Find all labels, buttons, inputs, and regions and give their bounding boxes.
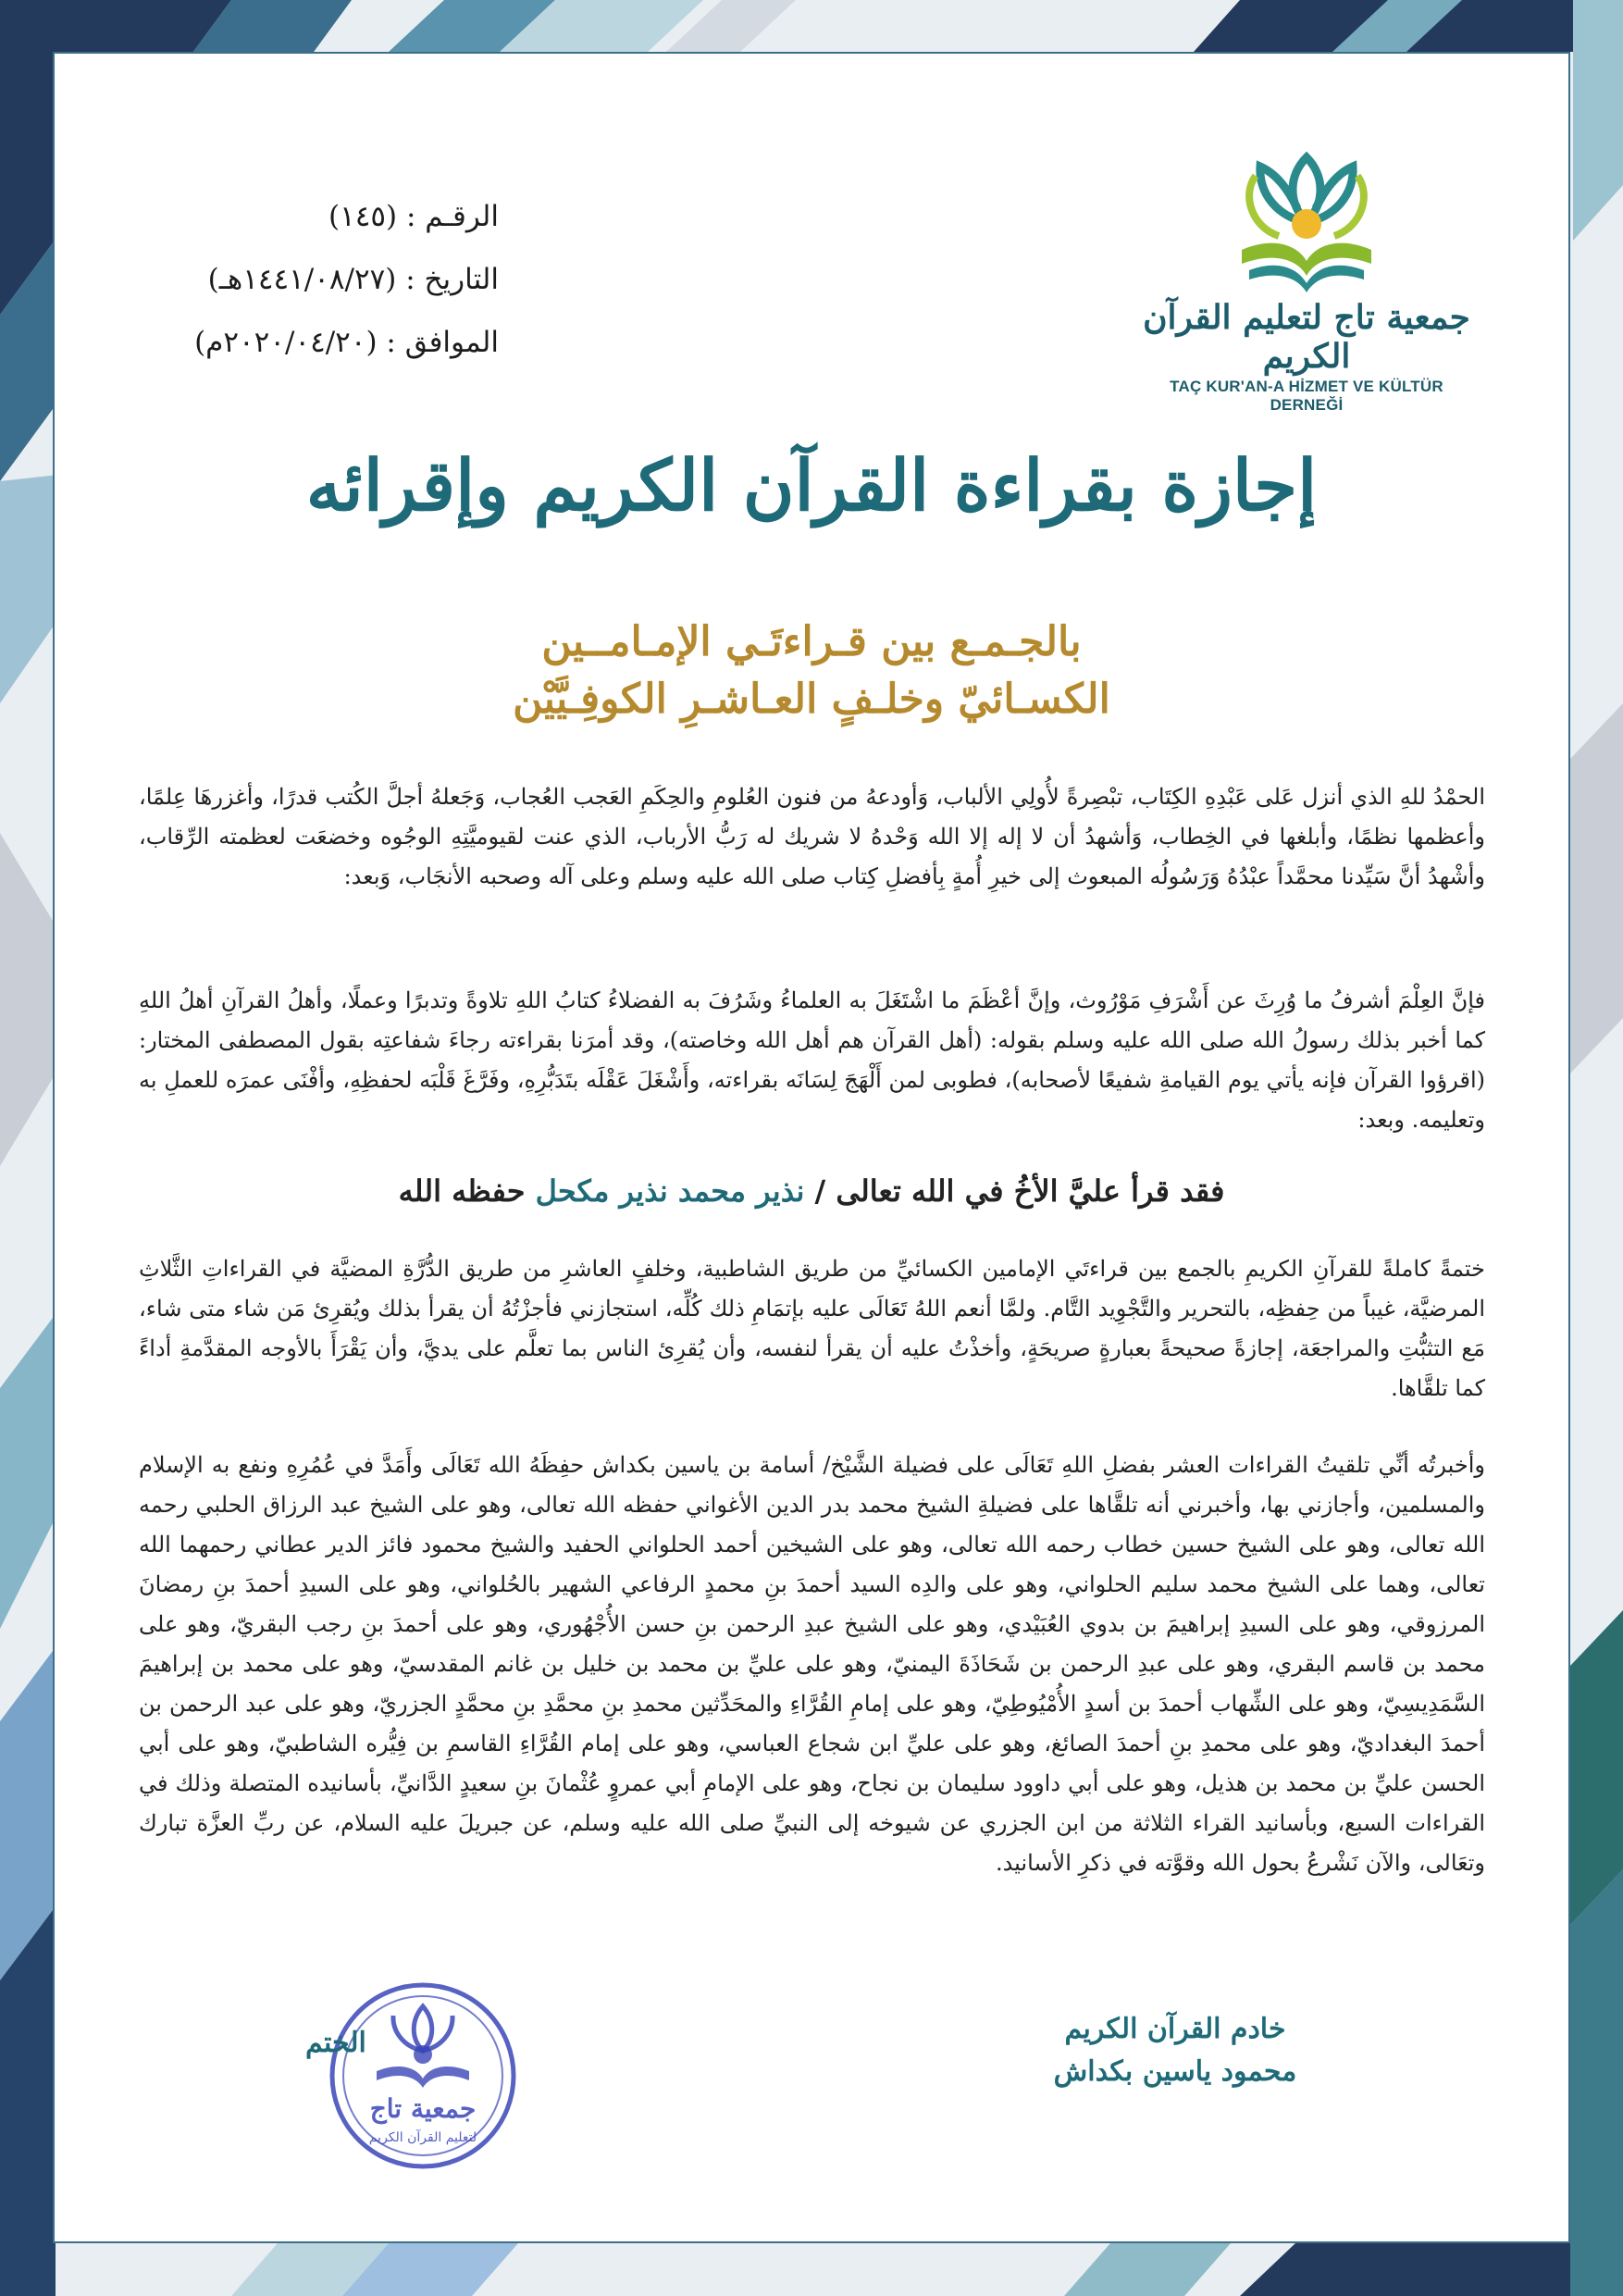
certificate-title: إجازة بقراءة القرآن الكريم وإقرائه — [305, 444, 1318, 527]
paragraph-virtue: فإنَّ العِلْمَ أشرفُ ما وُرِثَ عن أَشْرَفِ مَوْرُوث، وإنَّ أعْظَمَ ما اشْتَغَلَ به العلماءُ وشَرُفَ به الفضلاءُ كتابُ اللهِ تلاوةً وتدبرًا وعملًا، وأهلُ القرآنِ أهلُ اللهِ كما أخبر بذلك رسولُ الله صلى الله عليه وسلم بقوله: (أهل القرآن هم أهل الله وخاصته)، وقد أمرَنا بقراءته رجاءَ شفاعتِه بقول المصطفى المختار: (اقرؤوا القرآن فإنه يأتي يوم القيامةِ شفيعًا لأصحابه)، فطوبى لمن أَلْهَجَ لِسَانَه بقراءته، وأَشْغَلَ عَقْلَه بتَدَبُّرِهِ، وفَرَّغَ قَلْبَه لحفظِهِ، وأفْنَى عمرَه للعملِ به وتعليمه. وبعد: — [139, 987, 1485, 1133]
quran-book-lotus-logo-icon — [1223, 139, 1390, 305]
signature-name: محمود ياسين بكداش — [1053, 2055, 1297, 2088]
association-logo — [1140, 139, 1473, 414]
logo-turkish-text: TAÇ KUR'AN-A HİZMET VE KÜLTÜR DERNEĞİ — [1170, 378, 1443, 414]
paragraph-chain: وأخبرتُه أنِّي تلقيتُ القراءات العشر بفضلِ اللهِ تَعَالَى على فضيلة الشَّيْخ/ أسامة بن ياسين بكداش حفِظَهُ الله تَعَالَى وأَمَدَّ في عُمُرِهِ ونفع به الإسلام والمسلمين، وأجازني بها، وأخبرني أنه تلقَّاها على فضيلةِ الشيخ محمد بدر الدين الأغواني حفظه الله تعالى، وهو على الشيخ عبد الرزاق الحلبي رحمه الله تعالى، وهو على الشيخ حسين خطاب رحمه الله تعالى، وهو على الشيخين أحمد الحلواني الحفيد والشيخ محمود فائز الدير عطاني رحمهما الله تعالى، وهما على الشيخ محمد سليم الحلواني، وهو على والدِه السيد أحمدَ بنِ محمدٍ الرفاعي الشهير بالحُلواني، وهو على السيدِ أحمدَ بنِ رمضانَ المرزوقي، وهو على السيدِ إبراهيمَ بن بدوي العُبَيْدي، وهو على الشيخ عبدِ الرحمن بنِ حسن الأُجْهُوري، وهو على أحمدَ بنِ رجب البقريّ، وهو على محمد بن قاسم البقري، وهو على عبدِ الرحمن بن شَحَاذَةَ اليمنيّ، وهو على عليِّ بن محمد بن خليل بن غانم المقدسيّ، وهو على محمد بن إبراهيمَ السَّمَدِيسِيّ، وهو على الشِّهاب أحمدَ بن أسدٍ الأُمْيُوطِيّ، وهو على إمامِ القُرَّاءِ والمحَدِّثين محمدِ بنِ محمَّدِ بنِ محمَّدٍ الجزريّ، وهو على عبد الرحمن بن أحمدَ البغداديّ، وهو على محمدِ بنِ أحمدَ الصائغ، وهو على عليِّ ابن شجاع العباسي، وهو على إمام القُرَّاءِ القاسمِ بن فِيُّره الشاطبيّ، وهو على أبي الحسن عليِّ بن محمد بن هذيل، وهو على أبي داوود سليمان بن نجاح، وهو على الإمامِ أبي عمروٍ عُثْمانَ بنِ سعيدٍ الدَّانيِّ، بأسانيده المتصلة وذلك في القراءات السبع، وبأسانيد القراء الثلاثة من ابن الجزري عن شيوخه إلى النبيِّ صلى الله عليه وسلم، عن جبريلَ عليه السلام، عن ربِّ العزَّة تبارك وتعَالى، والآن نَشْرعُ بحول الله وقوَّته في ذكرِ الأسانيد. — [139, 1452, 1486, 1876]
seal-sub-text: لتعليم القرآن الكريم — [368, 2130, 477, 2145]
reader-suffix: حفظه الله — [398, 1173, 526, 1209]
reference-date-gregorian: الموافق : (٢٠٢٠/٠٤/٢٠م) — [194, 326, 499, 359]
seal-stamp-icon — [326, 1979, 520, 2173]
certificate-subtitle-1: بالجـمـع بين قـراءتَـي الإمـامــين — [541, 618, 1082, 665]
reader-line — [53, 1173, 1570, 1209]
certificate-subtitle-2: الكسـائيّ وخلـفٍ العـاشـرِ الكوفِـيَّيْن — [513, 676, 1110, 723]
reader-name: نذير محمد نذير مكحل — [535, 1173, 805, 1209]
seal-main-text: جمعية تاج — [369, 2093, 477, 2124]
signature-block — [1027, 2008, 1323, 2093]
seal-label: الختم — [305, 2027, 366, 2059]
reference-date-hijri: التاريخ : (١٤٤١/٠٨/٢٧هـ) — [207, 263, 499, 296]
paragraph-praise: الحمْدُ للهِ الذي أنزل عَلى عَبْدِهِ الكِتَاب، تبْصِرةً لأُولِي الألباب، وَأودعهُ من فنون العُلومِ والحِكَمِ العَجب العُجاب، وَجَعلهُ أجلَّ الكُتب قدرًا، وأغزرهَا عِلمًا، وأعظمها نظمًا، وأبلغها في الخِطاب، وَأشهدُ أن لا إله إلا الله وَحْدهُ لا شريك له رَبُّ الأرباب، الذي عنت لقيوميَّتِهِ الوجُوه وخضعَت لعظمته الرِّقاب، وأشْهدُ أنَّ سَيِّدنا محمَّداً عبْدُهُ وَرَسُولُه المبعوث إلى خيرِ أُمةٍ بِأفضلِ كِتاب صلى الله عليه وسلم وعلى آله وصحبه الأنجَاب، وَبعد: — [139, 784, 1485, 889]
logo-arabic-text: جمعية تاج لتعليم القرآن الكريم — [1143, 298, 1470, 376]
paragraph-completion: ختمةً كاملةً للقرآنِ الكريمِ بالجمع بين قراءتَي الإمامين الكسائيِّ من طريق الشاطبية، وخلفٍ العاشرِ من طريق الدُّرَّةِ المضيَّة في القراءاتِ الثَّلاثِ المرضيَّة، غيباً من حِفظِه، بالتحرير والتَّجْوِيد التَّام. ولمَّا أنعم اللهُ تَعَالَى عليه بإتمَامِ ذلك كُلِّه، استجازني فأجزْتُهُ أن يقرأ بذلك ويُقرِئ مَن شاء متى شاء، مَع التثبُّتِ والمراجعَة، إجازةً صحيحةً بعبارةٍ صريحَةٍ، وأخذْتُ عليه أن يقرأ لنفسه، وأن يُقرِئ الناس بما تعلَّم على يديَّ، وأن يَقْرَأَ بالأوجه المقدَّمةِ أداءً كما تلقَّاها. — [139, 1256, 1486, 1401]
reader-prefix: فقد قرأ عليَّ الأخُ في الله تعالى / — [814, 1173, 1225, 1209]
reference-block — [194, 185, 499, 374]
signature-title: خادم القرآن الكريم — [1064, 2013, 1286, 2045]
reference-number: الرقـم : (١٤٥) — [328, 200, 499, 233]
